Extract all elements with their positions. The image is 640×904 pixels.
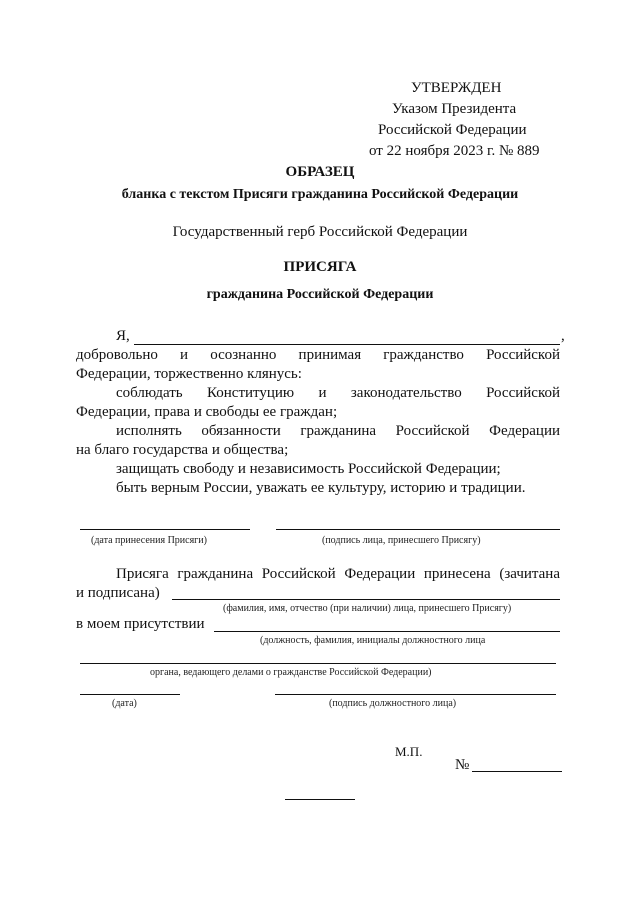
sample-subtitle: бланка с текстом Присяги гражданина Российской Федерации [121, 187, 519, 202]
organ-caption: органа, ведающего делами о гражданстве Российской Федерации) [150, 667, 432, 678]
oath-name-blank[interactable] [134, 344, 560, 345]
oath-line-5: исполнять обязанности гражданина Российской Федерации [116, 423, 560, 439]
oath-line-4: Федерации, права и свободы ее граждан; [76, 404, 338, 420]
decree-line-2: Российской Федерации [378, 122, 527, 138]
approved-label: УТВЕРЖДЕН [411, 80, 502, 96]
bottom-separator [285, 799, 355, 800]
decree-line-3: от 22 ноября 2023 г. № 889 [369, 143, 540, 159]
oath-line-2: Федерации, торжественно клянусь: [76, 366, 302, 382]
number-label: № [455, 757, 470, 773]
oath-line-7: защищать свободу и независимость Российской Федерации; [116, 461, 501, 477]
oath-signature-field[interactable] [276, 529, 560, 530]
coat-of-arms-placeholder: Государственный герб Российской Федерации [172, 224, 468, 240]
oath-line-1: добровольно и осознанно принимая гражданство Российской [76, 347, 560, 363]
oath-comma: , [561, 328, 565, 344]
number-field[interactable] [472, 771, 562, 772]
official-field[interactable] [214, 631, 560, 632]
attested-person-name-field[interactable] [172, 599, 560, 600]
attestation-line-2: и подписана) [76, 585, 160, 601]
attestation-line-1: Присяга гражданина Российской Федерации принесена (зачитана [116, 566, 560, 582]
official-signature-field[interactable] [275, 694, 556, 695]
oath-signature-caption: (подпись лица, принесшего Присягу) [322, 535, 481, 546]
oath-date-caption: (дата принесения Присяги) [91, 535, 207, 546]
organ-field[interactable] [80, 663, 556, 664]
oath-line-8: быть верным России, уважать ее культуру, историю и традиции. [116, 480, 526, 496]
oath-line-3: соблюдать Конституцию и законодательство Российской [116, 385, 560, 401]
official-date-caption: (дата) [112, 698, 137, 709]
stamp-label: М.П. [395, 744, 423, 759]
decree-line-1: Указом Президента [392, 101, 517, 117]
presence-label: в моем присутствии [76, 616, 205, 632]
official-date-field[interactable] [80, 694, 180, 695]
oath-date-field[interactable] [80, 529, 250, 530]
oath-title: ПРИСЯГА [283, 259, 357, 275]
oath-i-prefix: Я, [116, 328, 130, 344]
official-caption: (должность, фамилия, инициалы должностного лица [260, 635, 486, 646]
official-signature-caption: (подпись должностного лица) [329, 698, 457, 709]
attested-person-caption: (фамилия, имя, отчество (при наличии) лица, принесшего Присягу) [223, 603, 512, 614]
sample-heading: ОБРАЗЕЦ [285, 164, 355, 180]
oath-line-6: на благо государства и общества; [76, 442, 289, 458]
oath-subtitle: гражданина Российской Федерации [206, 287, 434, 302]
